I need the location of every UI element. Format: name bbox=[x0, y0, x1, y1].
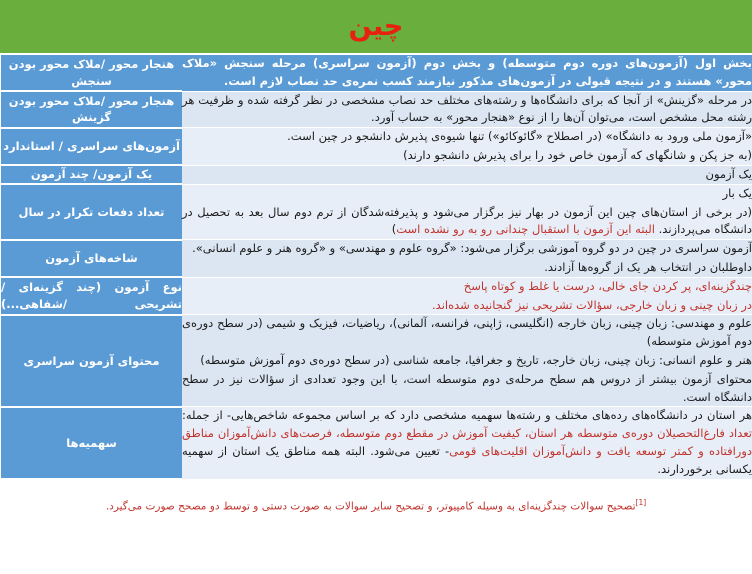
table-row bbox=[0, 91, 752, 128]
footnote-region bbox=[0, 480, 752, 522]
country-profile-table bbox=[0, 55, 752, 480]
content-line: یک بار bbox=[722, 185, 752, 200]
content-line: در زبان چینی و زبان خارجی، سؤالات تشریحی نیز گنجانیده شده‌اند. bbox=[432, 297, 752, 312]
content-line: علوم و مهندسی: زبان چینی، زبان خارجه (انگلیسی، ژاپنی، فرانسه، آلمانی)، ریاضیات، فیزیک و شیمی (در سطح دوره‌ی دوم آموزش متوسطه) bbox=[182, 316, 752, 349]
content-line: «آزمون ملی ورود به دانشگاه» (در اصطلاح «گائوکائو») تنها شیوه‌ی پذیرش دانشجو در چین است. bbox=[287, 129, 752, 144]
content-line: یک آزمون bbox=[705, 166, 752, 181]
page-title: چین bbox=[348, 11, 404, 42]
content-cell-assessment-norm bbox=[182, 55, 752, 91]
row-label-assessment-norm: هنجار محور /ملاک محور بودن سنجش bbox=[0, 55, 182, 91]
footnote-marker: [1] bbox=[635, 497, 647, 507]
footnote-text bbox=[106, 498, 646, 514]
content-line-with-highlight bbox=[182, 204, 752, 240]
content-cell-exam-type bbox=[182, 277, 752, 315]
content-line: بخش اول (آزمون‌های دوره دوم متوسطه) و بخش دوم (آزمون سراسری) مرحله سنجش «ملاک محور» هستند و در نتیجه قبولی در آزمون‌های مذکور نیازمند کسب نمره‌ی حد نصاب لازم است. bbox=[182, 56, 752, 88]
content-text: هر استان در دانشگاه‌های رده‌های مختلف و رشته‌ها سهمیه مشخصی دارد که بر اساس مجموعه شاخص‌هایی- از جمله: تعداد فارغ‌التحصیلان دوره‌ی متوسطه هر استان، کیفیت آموزش در مقطع دوم متوسطه، فرصت‌های دانش‌آموزان مناطق دورافتاده و کمتر توسعه یافت و دانش‌آموزان اقلیت‌های قومی- تعیین می‌شود. البته همه مناطق یک استان از سهمیه یکسانی برخوردارند. bbox=[182, 408, 752, 476]
row-label-exam-branches: شاخه‌های آزمون bbox=[0, 240, 182, 278]
row-label-exam-type: نوع آزمون (چند گزینه‌ای /تشریحی /شفاهی...) bbox=[0, 277, 182, 315]
row-label-national-exams: آزمون‌های سراسری / استاندارد bbox=[0, 128, 182, 166]
content-line: آزمون سراسری در چین در دو گروه آموزشی برگزار می‌شود: «گروه علوم و مهندسی» و «گروه هنر و علوم انسانی». bbox=[192, 241, 752, 256]
row-label-selection-norm: هنجار محور /ملاک محور بودن گزینش bbox=[0, 91, 182, 128]
content-line: در مرحله «گزینش» از آنجا که برای دانشگاه‌ها و رشته‌های مختلف حد نصاب مشخصی در نظر گرفته شده و ظرفیت هر رشته محل مشخص است، می‌توان آن‌ها را از نوع «هنجار محور» به حساب آورد. bbox=[182, 92, 752, 125]
content-line: داوطلبان در انتخاب هر یک از گروه‌ها آزادند. bbox=[544, 259, 752, 274]
content-cell-national-exams bbox=[182, 128, 752, 166]
table-row bbox=[0, 315, 752, 407]
content-cell-repeats-per-year bbox=[182, 184, 752, 239]
content-line: محتوای آزمون بیشتر از دروس هم سطح مرحله‌ی دوم متوسطه است، با این وجود تعدادی از سؤالات نیز در سطح دانشگاه است. bbox=[182, 371, 752, 404]
table-row bbox=[0, 277, 752, 315]
content-cell-quotas bbox=[182, 407, 752, 479]
footnote-body: تصحیح سوالات چندگزینه‌ای به وسیله کامپیوتر، و تصحیح سایر سوالات به صورت دستی و توسط دو مصحح صورت می‌گیرد. bbox=[105, 500, 636, 513]
highlighted-phrase: البته این آزمون با استقبال چندانی رو به رو نشده است bbox=[396, 222, 655, 237]
row-label-single-or-multiple: یک آزمون/ چند آزمون bbox=[0, 165, 182, 184]
table-row bbox=[0, 128, 752, 166]
highlighted-phrase: تعداد فارغ‌التحصیلان دوره‌ی متوسطه هر استان، کیفیت آموزش در مقطع دوم متوسطه، فرصت‌های دانش‌آموزان مناطق دورافتاده و کمتر توسعه یافت و دانش‌آموزان اقلیت‌های قومی bbox=[182, 426, 752, 459]
content-cell-exam-content bbox=[182, 315, 752, 407]
content-cell-single-or-multiple bbox=[182, 165, 752, 184]
content-line: (به جز پکن و شانگهای که آزمون خاص خود را برای پذیرش دانشجو دارند) bbox=[403, 148, 752, 163]
content-line: هنر و علوم انسانی: زبان چینی، زبان خارجه، تاریخ و جغرافیا، جامعه شناسی (در سطح دوره‌ی دوم آموزش متوسطه) bbox=[200, 353, 752, 367]
row-label-repeats-per-year: تعداد دفعات تکرار در سال bbox=[0, 184, 182, 239]
table-row bbox=[0, 165, 752, 184]
table-row bbox=[0, 184, 752, 239]
content-line: چندگزینه‌ای، پر کردن جای خالی، درست یا غلط و کوتاه پاسخ bbox=[463, 278, 752, 293]
table-row bbox=[0, 407, 752, 479]
content-cell-selection-norm bbox=[182, 91, 752, 128]
content-text: (در برخی از استان‌های چین این آزمون در بهار نیز برگزار می‌شود و پذیرفته‌شدگان از ترم دوم سال بعد به تحصیل در دانشگاه می‌پردازند. البته این آزمون با استقبال چندانی رو به رو نشده است) bbox=[182, 204, 752, 237]
content-cell-exam-branches bbox=[182, 240, 752, 278]
table-row bbox=[0, 55, 752, 91]
row-label-quotas: سهمیه‌ها bbox=[0, 407, 182, 479]
table-body bbox=[0, 55, 752, 479]
row-label-exam-content: محتوای آزمون سراسری bbox=[0, 315, 182, 407]
page-title-banner bbox=[0, 0, 752, 55]
content-line-with-highlight bbox=[182, 407, 752, 478]
table-row bbox=[0, 240, 752, 278]
